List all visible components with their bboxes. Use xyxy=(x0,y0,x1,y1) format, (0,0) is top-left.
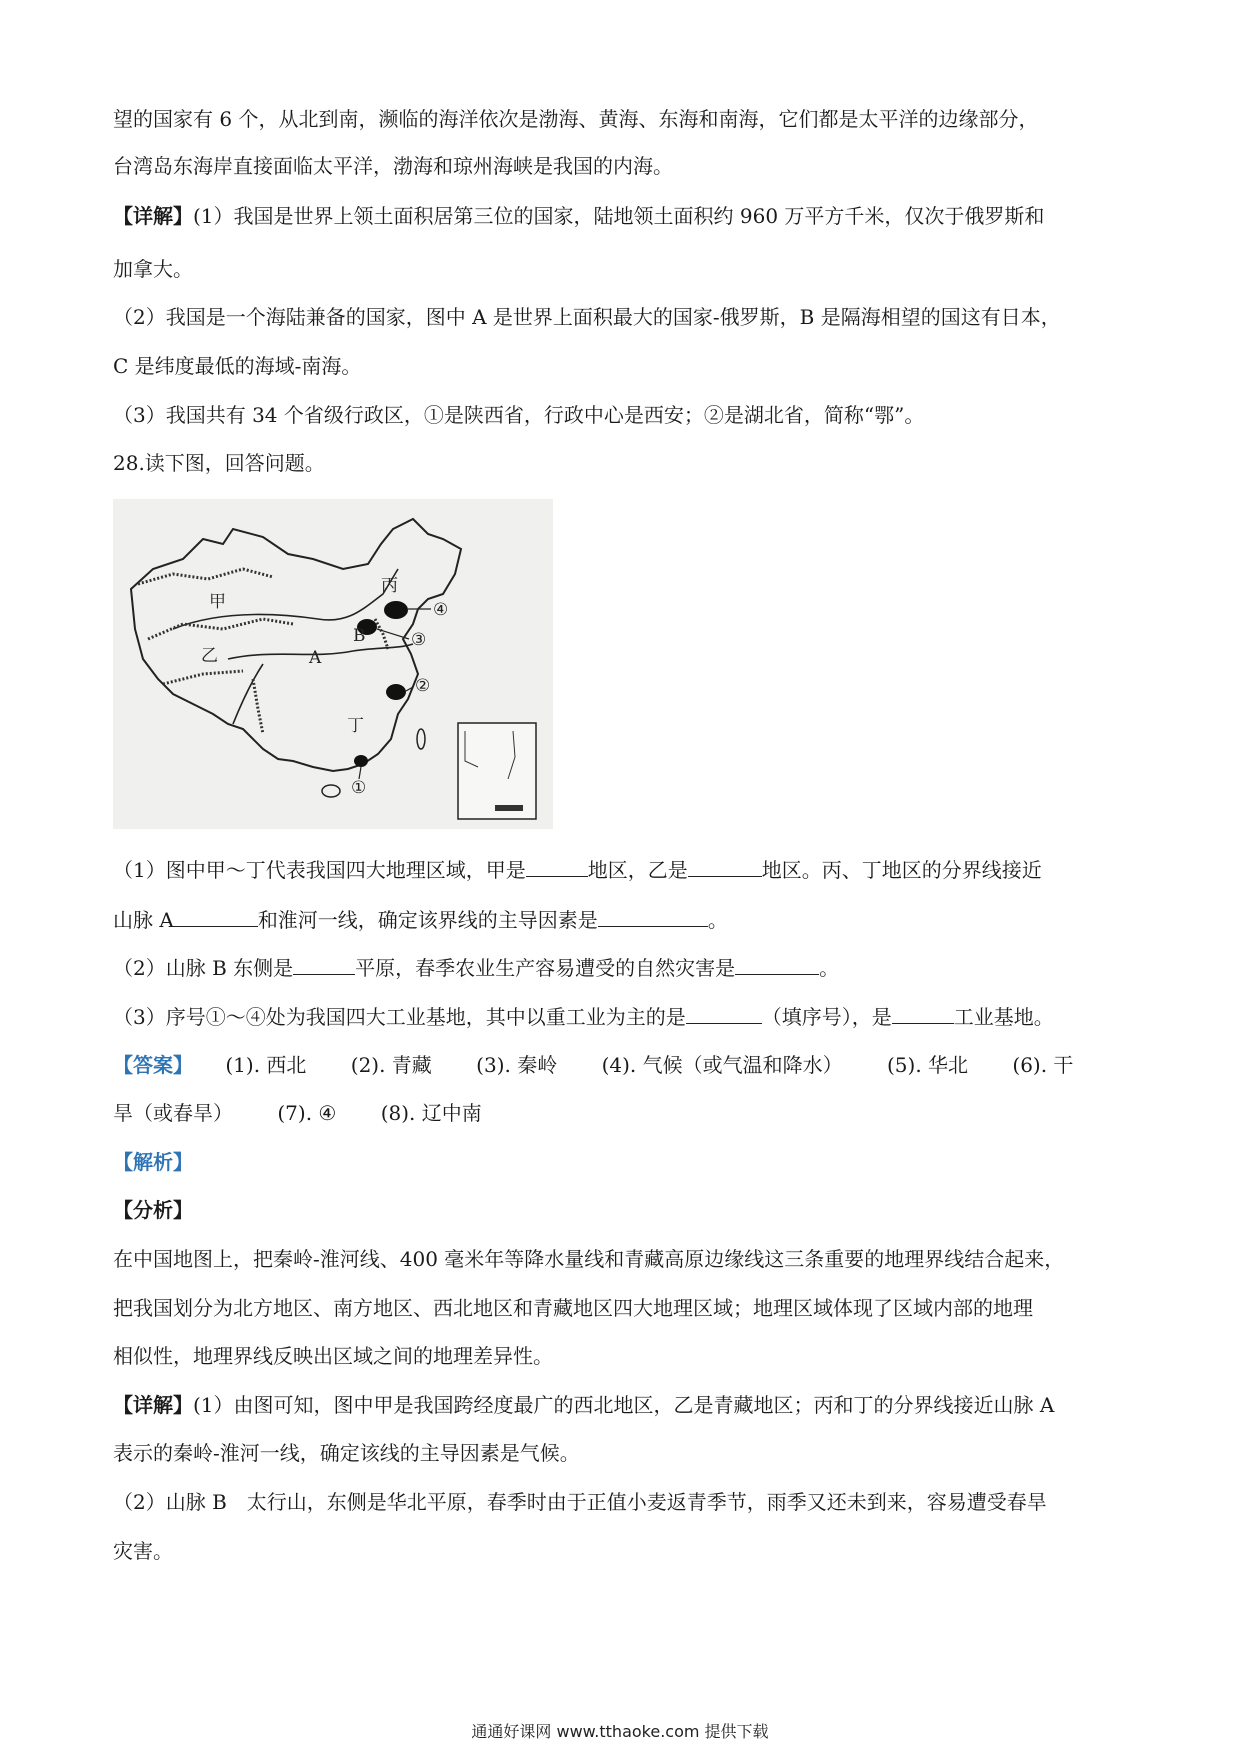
answer-item: (1). 西北 xyxy=(225,1053,307,1077)
question-1-line-2 xyxy=(113,905,728,935)
label-base-2: ② xyxy=(415,676,431,696)
mountain-range xyxy=(163,671,243,684)
answer-item: (4). 气候（或气温和降水） xyxy=(601,1053,843,1077)
mountain-range xyxy=(253,679,263,734)
detail-text: (1）我国是世界上领土面积居第三位的国家，陆地领土面积约 960 万平方千米，仅次于俄罗斯和 xyxy=(193,204,1045,228)
text-line: 表示的秦岭-淮河一线，确定该线的主导因素是气候。 xyxy=(113,1441,580,1465)
label-jia: 甲 xyxy=(209,592,226,612)
industrial-base-4 xyxy=(384,601,408,619)
answer-item: (8). 辽中南 xyxy=(380,1101,482,1125)
q1-text: 山脉 A xyxy=(113,908,174,932)
answer-tag: 【答案】 xyxy=(113,1053,193,1077)
answer-item: 旱（或春旱） xyxy=(113,1101,233,1125)
text-line: C 是纬度最低的海域-南海。 xyxy=(113,354,362,378)
industrial-base-2 xyxy=(386,684,406,700)
answer-item: (7). ④ xyxy=(277,1101,337,1125)
q1-text: 和淮河一线，确定该界线的主导因素是 xyxy=(257,908,598,932)
text-line: （2）我国是一个海陆兼备的国家，图中 A 是世界上面积最大的国家-俄罗斯，B 是隔海相望的国这有日本， xyxy=(113,305,1061,329)
label-mountain-a: A xyxy=(309,648,322,668)
mountain-range xyxy=(138,569,273,584)
q3-text: （3）序号①～④处为我国四大工业基地，其中以重工业为主的是 xyxy=(113,1005,686,1029)
q2-text: 平原，春季农业生产容易遭受的自然灾害是 xyxy=(355,956,736,980)
question-3-line xyxy=(113,1002,1054,1032)
south-sea-inset xyxy=(458,723,536,819)
text-line: （2）山脉 B 太行山，东侧是华北平原，春季时由于正值小麦返青季节，雨季又还未到来，容易遭受春旱 xyxy=(113,1490,1047,1514)
answer-blank xyxy=(174,906,258,927)
mountain-range xyxy=(148,619,293,639)
china-map-svg xyxy=(113,499,553,829)
question-1-line-1 xyxy=(113,855,1042,885)
label-yi: 乙 xyxy=(201,646,218,666)
china-map-figure xyxy=(113,499,553,829)
label-base-3: ③ xyxy=(411,630,427,650)
text-line: 望的国家有 6 个，从北到南，濒临的海洋依次是渤海、黄海、东海和南海，它们都是太平洋的边缘部分， xyxy=(113,107,1039,131)
answer-blank xyxy=(598,906,708,927)
q1-text: 地区。丙、丁地区的分界线接近 xyxy=(761,858,1042,882)
question-2-line xyxy=(113,953,839,983)
detail-tag: 【详解】 xyxy=(113,204,193,228)
label-base-1: ① xyxy=(351,778,367,798)
q2-text: （2）山脉 B 东侧是 xyxy=(113,956,294,980)
question-title: 28.读下图，回答问题。 xyxy=(113,451,325,475)
taiwan-island xyxy=(417,729,425,749)
answer-item: (2). 青藏 xyxy=(350,1053,432,1077)
text-line: 相似性，地理界线反映出区域之间的地理差异性。 xyxy=(113,1344,553,1368)
detail-line xyxy=(113,1390,1054,1420)
q1-text: 地区，乙是 xyxy=(587,858,688,882)
answer-item: (6). 干 xyxy=(1012,1053,1074,1077)
label-bing: 丙 xyxy=(381,576,398,596)
answer-row-2 xyxy=(113,1098,482,1128)
text-line: 加拿大。 xyxy=(113,257,193,281)
answer-blank xyxy=(892,1003,954,1024)
q1-text: 。 xyxy=(707,908,728,932)
text-line: 把我国划分为北方地区、南方地区、西北地区和青藏地区四大地理区域；地理区域体现了区域内部的地理 xyxy=(113,1296,1033,1320)
inset-scalebar xyxy=(495,805,523,811)
mountain-range-b xyxy=(375,619,388,649)
answer-blank xyxy=(688,856,762,877)
analysis-tag: 【解析】 xyxy=(113,1150,193,1174)
q1-text: （1）图中甲～丁代表我国四大地理区域，甲是 xyxy=(113,858,526,882)
page-footer: 通通好课网 www.tthaoke.com 提供下载 xyxy=(471,1722,769,1741)
q2-text: 。 xyxy=(819,956,840,980)
answer-item: (3). 秦岭 xyxy=(476,1053,558,1077)
text-line: 灾害。 xyxy=(113,1539,173,1563)
label-ding: 丁 xyxy=(347,716,364,736)
q3-text: 工业基地。 xyxy=(953,1005,1054,1029)
detail-tag: 【详解】 xyxy=(113,1393,193,1417)
label-mountain-b: B xyxy=(353,626,366,646)
answer-blank xyxy=(526,856,588,877)
text-line: 在中国地图上，把秦岭-淮河线、400 毫米年等降水量线和青藏高原边缘线这三条重要的地理界线结合起来， xyxy=(113,1247,1065,1271)
detail-text: (1）由图可知，图中甲是我国跨经度最广的西北地区，乙是青藏地区；丙和丁的分界线接近山脉 A xyxy=(193,1393,1055,1417)
detail-line xyxy=(113,201,1044,231)
q3-text: （填序号），是 xyxy=(761,1005,892,1029)
analysis-subtag: 【分析】 xyxy=(113,1198,193,1222)
answer-blank xyxy=(293,954,355,975)
hainan-island xyxy=(322,785,340,797)
label-base-4: ④ xyxy=(433,600,449,620)
answer-row xyxy=(113,1050,1073,1080)
text-line: 台湾岛东海岸直接面临太平洋，渤海和琼州海峡是我国的内海。 xyxy=(113,154,673,178)
industrial-base-1 xyxy=(354,755,368,767)
answer-blank xyxy=(686,1003,762,1024)
answer-blank xyxy=(735,954,819,975)
text-line: （3）我国共有 34 个省级行政区，①是陕西省，行政中心是西安；②是湖北省，简称“鄂”。 xyxy=(113,403,925,427)
answer-item: (5). 华北 xyxy=(886,1053,969,1077)
